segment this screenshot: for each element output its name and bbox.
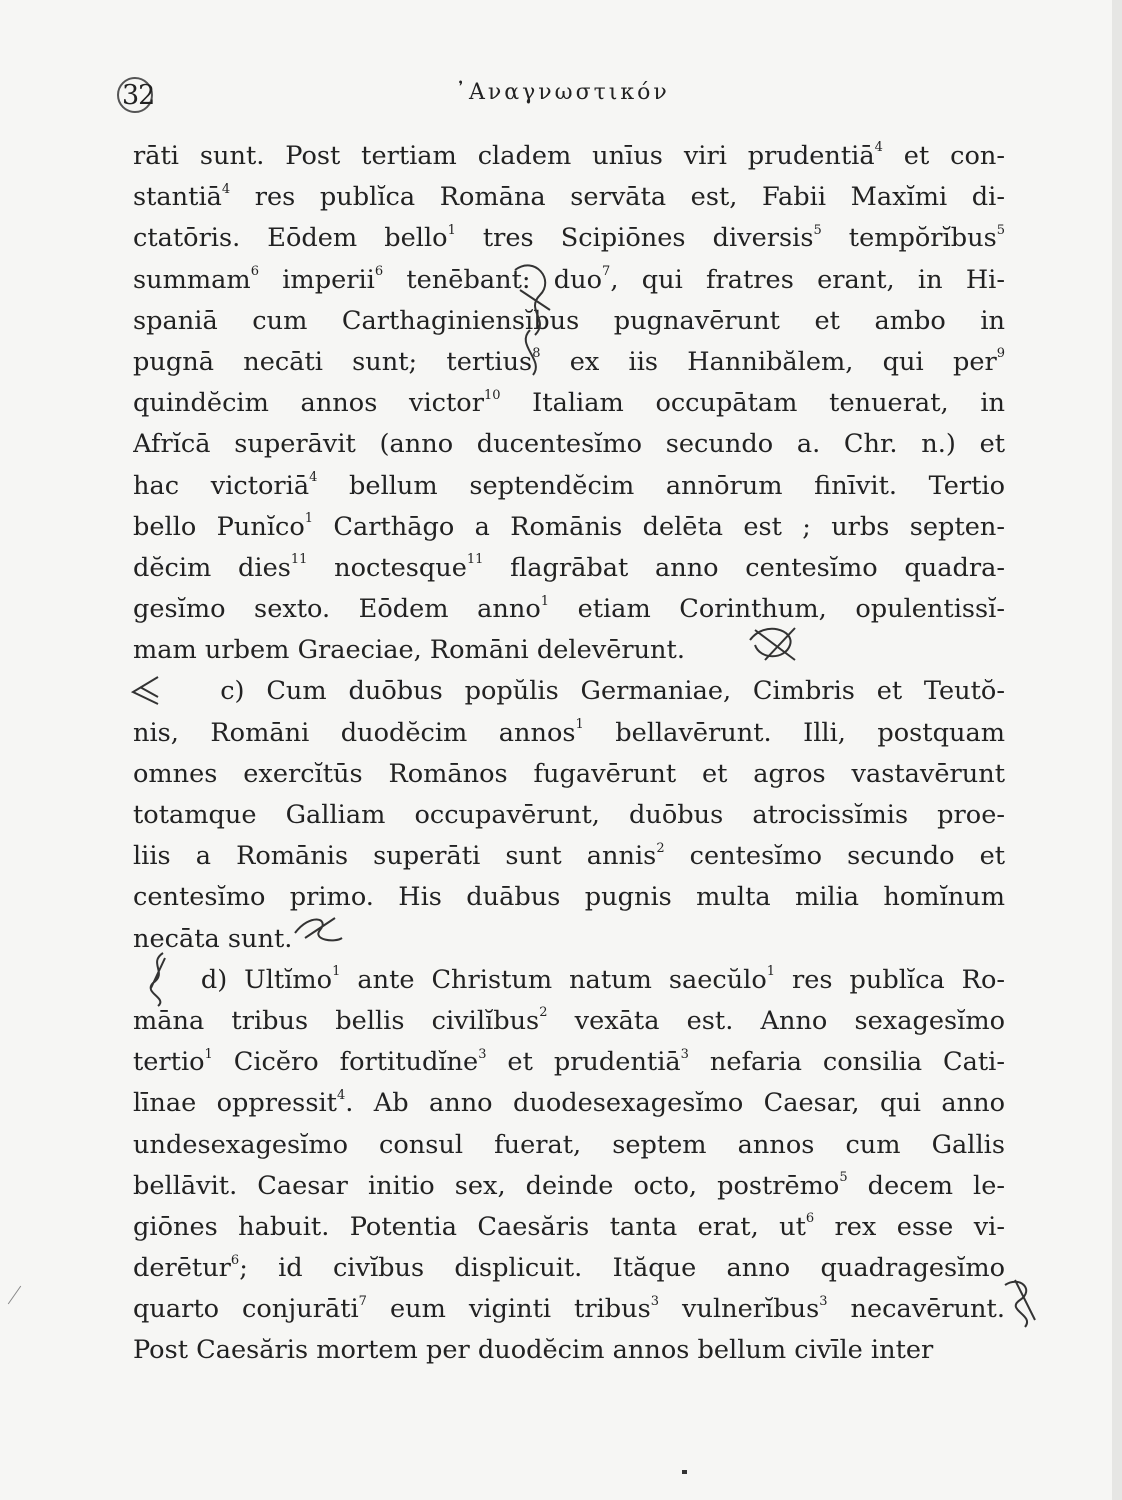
text-segment: tres Scipiōnes diversis bbox=[455, 223, 814, 254]
text-segment: liis a Romānis superāti sunt annis bbox=[133, 841, 657, 872]
text-line bbox=[133, 1248, 1005, 1289]
page-edge bbox=[1112, 0, 1122, 1500]
text-segment: etiam Corinthum, opulentissĭ- bbox=[549, 594, 1005, 625]
footnote-ref: 5 bbox=[996, 222, 1005, 238]
text-segment: derētur bbox=[133, 1253, 231, 1284]
pencil-mark-icon bbox=[143, 948, 173, 1008]
text-segment: d) Ultĭmo bbox=[133, 964, 333, 995]
text-segment: omnes exercĭtūs Romānos fugavērunt et agros vastavērunt bbox=[133, 758, 1005, 789]
text-segment: bellum septendĕcim annōrum finīvit. Tertio bbox=[317, 470, 1005, 501]
footnote-ref: 1 bbox=[204, 1046, 213, 1062]
pencil-mark-icon bbox=[995, 1275, 1045, 1330]
text-segment: res publĭca Romāna servāta est, Fabii Maxĭmi di- bbox=[230, 182, 1005, 213]
footnote-ref: 1 bbox=[304, 511, 314, 527]
text-segment: dĕcim dies bbox=[133, 552, 291, 583]
footnote-ref: 3 bbox=[478, 1046, 487, 1062]
text-line bbox=[133, 342, 1005, 383]
footnote-ref: 1 bbox=[332, 964, 341, 980]
text-line bbox=[133, 548, 1005, 589]
text-line bbox=[133, 795, 1005, 836]
text-line bbox=[133, 1083, 1005, 1124]
text-segment: bellāvit. Caesar initio sex, deinde octo, postrēmo bbox=[133, 1170, 840, 1201]
footnote-ref: 4 bbox=[309, 469, 318, 485]
text-line bbox=[133, 960, 1005, 1001]
text-segment: spaniā cum Carthaginiensĭbus pugnavērunt et ambo in bbox=[133, 305, 1005, 336]
footnote-ref: 6 bbox=[805, 1211, 815, 1227]
text-segment: ctatōris. Eōdem bello bbox=[133, 223, 448, 254]
text-segment: , qui fratres erant, in Hi- bbox=[610, 264, 1005, 295]
pencil-mark-icon bbox=[128, 672, 168, 707]
text-segment: . Ab anno duodesexagesĭmo Caesar, qui anno bbox=[345, 1088, 1005, 1119]
text-segment: necāta sunt. bbox=[133, 923, 293, 954]
text-line bbox=[133, 260, 1005, 301]
body-text bbox=[133, 136, 1005, 1372]
footnote-ref: 6 bbox=[250, 264, 259, 280]
text-line bbox=[133, 1166, 1005, 1207]
footnote-ref: 1 bbox=[540, 593, 550, 609]
footnote-ref: 11 bbox=[290, 552, 308, 568]
text-segment: flagrābat anno centesĭmo quadra- bbox=[483, 552, 1005, 583]
text-line bbox=[133, 630, 1005, 671]
text-segment: res publĭca Ro- bbox=[775, 964, 1005, 995]
text-segment: gesĭmo sexto. Eōdem anno bbox=[133, 594, 541, 625]
text-segment: Post Caesăris mortem per duodĕcim annos bellum civīle inter bbox=[133, 1335, 934, 1366]
text-segment: māna tribus bellis civilĭbus bbox=[133, 1005, 540, 1036]
pencil-mark-icon bbox=[505, 250, 565, 380]
text-segment: vexāta est. Anno sexagesĭmo bbox=[547, 1005, 1005, 1036]
text-line bbox=[133, 877, 1005, 918]
text-segment: c) Cum duōbus popŭlis Germaniae, Cimbris et Teutŏ- bbox=[133, 676, 1005, 707]
footnote-ref: 5 bbox=[813, 222, 822, 238]
footnote-ref: 6 bbox=[374, 264, 384, 280]
footnote-ref: 3 bbox=[680, 1046, 689, 1062]
text-segment: centesĭmo primo. His duābus pugnis multa milia homĭnum bbox=[133, 882, 1005, 913]
text-segment: centesĭmo secundo et bbox=[664, 841, 1005, 872]
text-segment: quindĕcim annos victor bbox=[133, 388, 484, 419]
text-segment: tempŏrĭbus bbox=[821, 223, 997, 254]
text-line bbox=[133, 383, 1005, 424]
text-segment: totamque Galliam occupavērunt, duōbus atrocissĭmis proe- bbox=[133, 800, 1005, 830]
text-line bbox=[133, 218, 1005, 259]
text-segment: ; id civĭbus displicuit. Ităque anno quadragesĭmo bbox=[239, 1253, 1005, 1284]
footnote-ref: 11 bbox=[466, 552, 484, 568]
text-segment: et con- bbox=[882, 141, 1005, 171]
footnote-ref: 1 bbox=[766, 964, 776, 980]
text-segment: imperii bbox=[258, 264, 375, 295]
page-number: 32 bbox=[122, 80, 155, 111]
text-segment: nefaria consilia Cati- bbox=[688, 1047, 1005, 1078]
footnote-ref: 8 bbox=[532, 346, 541, 362]
text-segment: mam urbem Graeciae, Romāni delevērunt. bbox=[133, 635, 685, 666]
text-segment: pugnā necāti sunt; tertius bbox=[133, 346, 533, 377]
text-segment: stantiā bbox=[133, 182, 222, 213]
text-segment: rāti sunt. Post tertiam cladem unīus viri prudentiā bbox=[133, 141, 875, 171]
text-line bbox=[133, 1042, 1005, 1083]
footnote-ref: 5 bbox=[839, 1170, 848, 1186]
text-segment: necavērunt. bbox=[827, 1294, 1005, 1325]
text-segment: eum viginti tribus bbox=[366, 1294, 651, 1325]
footnote-ref: 6 bbox=[230, 1252, 240, 1268]
text-segment: rex esse vi- bbox=[814, 1211, 1005, 1242]
text-segment: undesexagesĭmo consul fuerat, septem annos cum Gallis bbox=[133, 1129, 1005, 1160]
footnote-ref: 7 bbox=[602, 264, 611, 280]
text-line bbox=[133, 836, 1005, 877]
text-line bbox=[133, 713, 1005, 754]
text-segment: ante Christum natum saecŭlo bbox=[340, 964, 767, 995]
text-line bbox=[133, 466, 1005, 507]
pencil-mark-icon bbox=[745, 620, 805, 665]
text-line bbox=[133, 754, 1005, 795]
running-title: ᾿Αναγνωστικόν bbox=[455, 80, 670, 105]
text-segment: tenēbant: duo bbox=[383, 264, 603, 295]
text-segment: noctesque bbox=[307, 552, 467, 583]
text-segment: Carthāgo a Romānis delēta est ; urbs septen- bbox=[313, 511, 1005, 542]
margin-tick bbox=[8, 1286, 21, 1305]
footnote-ref: 10 bbox=[483, 387, 501, 403]
text-segment: et prudentiā bbox=[486, 1047, 681, 1078]
text-segment: giōnes habuit. Potentia Caesăris tanta erat, ut bbox=[133, 1211, 806, 1242]
text-line bbox=[133, 1289, 1005, 1330]
text-line bbox=[133, 301, 1005, 342]
footnote-ref: 2 bbox=[539, 1005, 548, 1021]
footnote-ref: 4 bbox=[874, 140, 883, 156]
footnote-ref: 4 bbox=[221, 181, 231, 197]
text-line bbox=[133, 589, 1005, 630]
ink-dot bbox=[682, 1470, 687, 1474]
pencil-mark-icon bbox=[290, 908, 345, 948]
text-segment: Italiam occupātam tenuerat, in bbox=[500, 388, 1005, 419]
footnote-ref: 1 bbox=[575, 717, 584, 733]
text-line bbox=[133, 507, 1005, 548]
text-line bbox=[133, 136, 1005, 177]
footnote-ref: 9 bbox=[996, 346, 1005, 362]
footnote-ref: 1 bbox=[447, 222, 456, 238]
footnote-ref: 2 bbox=[656, 840, 665, 856]
text-line bbox=[133, 1207, 1005, 1248]
page-header bbox=[120, 72, 1000, 112]
text-segment: nis, Romāni duodĕcim annos bbox=[133, 717, 576, 748]
text-segment: summam bbox=[133, 264, 251, 295]
text-segment: Cicĕro fortitudĭne bbox=[212, 1047, 479, 1078]
text-segment: quarto conjurāti bbox=[133, 1294, 359, 1325]
footnote-ref: 3 bbox=[819, 1293, 828, 1309]
text-line bbox=[133, 424, 1005, 465]
text-line bbox=[133, 1330, 1005, 1371]
text-segment: Afrĭcā superāvit (anno ducentesĭmo secundo a. Chr. n.) et bbox=[133, 429, 1005, 460]
text-segment: bello Punĭco bbox=[133, 511, 305, 542]
text-line bbox=[133, 1125, 1005, 1166]
text-line bbox=[133, 177, 1005, 218]
text-line bbox=[133, 919, 1005, 960]
footnote-ref: 7 bbox=[358, 1293, 367, 1309]
text-segment: bellavērunt. Illi, postquam bbox=[583, 717, 1005, 748]
text-segment: līnae oppressit bbox=[133, 1088, 337, 1119]
text-line bbox=[133, 1001, 1005, 1042]
text-segment: tertio bbox=[133, 1047, 205, 1078]
text-segment: hac victoriā bbox=[133, 470, 310, 501]
text-segment: ex iis Hannibălem, qui per bbox=[540, 346, 997, 377]
footnote-ref: 3 bbox=[650, 1293, 660, 1309]
footnote-ref: 4 bbox=[336, 1087, 346, 1103]
text-line bbox=[133, 671, 1005, 712]
text-segment: vulnerĭbus bbox=[659, 1294, 820, 1325]
text-segment: decem le- bbox=[847, 1170, 1005, 1201]
